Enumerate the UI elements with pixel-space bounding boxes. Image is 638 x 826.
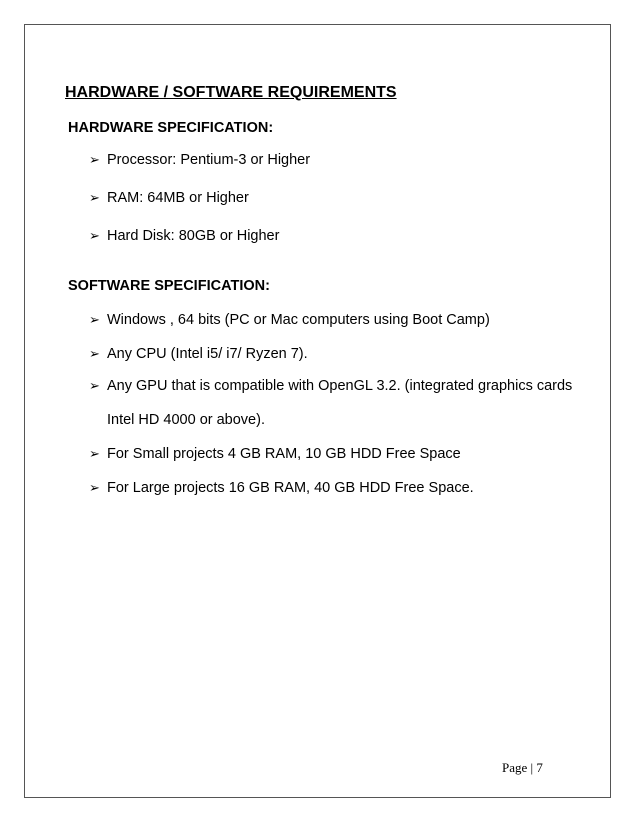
arrow-bullet-icon: ➢ — [89, 346, 100, 361]
software-item-gpu — [89, 378, 572, 394]
arrow-bullet-icon: ➢ — [89, 312, 100, 327]
arrow-bullet-icon: ➢ — [89, 378, 100, 393]
software-item-small-projects — [89, 446, 461, 462]
software-item-large-projects — [89, 480, 474, 496]
hardware-item-hard-disk — [89, 228, 279, 244]
page-number: Page | 7 — [502, 760, 543, 775]
list-item-text: RAM: 64MB or Higher — [107, 190, 249, 206]
list-item-text: For Large projects 16 GB RAM, 40 GB HDD Free Space. — [107, 480, 474, 496]
software-item-os — [89, 312, 490, 328]
software-heading: SOFTWARE SPECIFICATION: — [68, 278, 270, 294]
software-item-gpu-continuation: Intel HD 4000 or above). — [107, 412, 265, 428]
hardware-item-processor — [89, 152, 310, 168]
list-item-text: Any CPU (Intel i5/ i7/ Ryzen 7). — [107, 346, 308, 362]
page-title: HARDWARE / SOFTWARE REQUIREMENTS — [65, 84, 397, 101]
list-item-text: Hard Disk: 80GB or Higher — [107, 228, 280, 244]
list-item-text: Processor: Pentium-3 or Higher — [107, 152, 311, 168]
arrow-bullet-icon: ➢ — [89, 228, 100, 243]
list-item-text: Any GPU that is compatible with OpenGL 3.2. (integrated graphics cards — [107, 378, 573, 394]
hardware-heading: HARDWARE SPECIFICATION: — [68, 120, 274, 136]
arrow-bullet-icon: ➢ — [89, 480, 100, 495]
arrow-bullet-icon: ➢ — [89, 446, 100, 461]
arrow-bullet-icon: ➢ — [89, 190, 100, 205]
software-item-cpu — [89, 346, 308, 362]
hardware-item-ram — [89, 190, 249, 206]
arrow-bullet-icon: ➢ — [89, 152, 100, 167]
list-item-text: For Small projects 4 GB RAM, 10 GB HDD Free Space — [107, 446, 461, 462]
page-border — [24, 24, 611, 798]
list-item-text: Windows , 64 bits (PC or Mac computers using Boot Camp) — [107, 312, 490, 328]
